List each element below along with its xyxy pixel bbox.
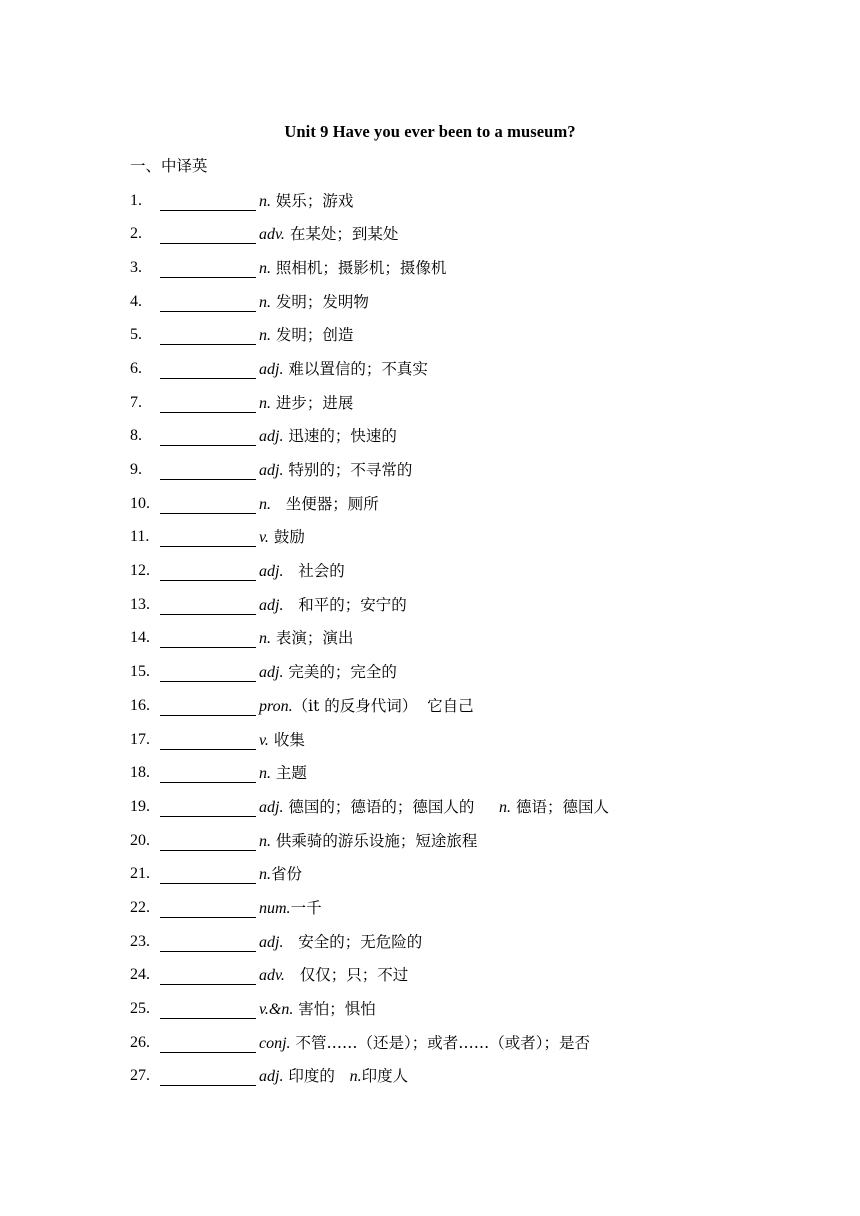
list-item <box>0 324 860 358</box>
list-item <box>0 931 860 965</box>
item-definition <box>259 190 353 213</box>
chinese-gloss: 一千 <box>290 898 322 917</box>
item-definition <box>259 291 369 314</box>
part-of-speech: n. <box>259 293 271 311</box>
item-definition <box>259 526 305 549</box>
part-of-speech: adj. <box>259 596 284 614</box>
chinese-gloss: 德国的；德语的；德国人的 <box>283 797 500 816</box>
list-item <box>0 560 860 594</box>
list-item <box>0 459 860 493</box>
chinese-gloss: 主题 <box>271 764 307 783</box>
part-of-speech: v. <box>259 731 269 749</box>
list-item <box>0 729 860 763</box>
chinese-gloss: 在某处；到某处 <box>284 225 399 244</box>
chinese-gloss: 印度的 <box>283 1067 350 1086</box>
answer-blank[interactable] <box>160 782 256 783</box>
part-of-speech: adv. <box>259 967 285 985</box>
answer-blank[interactable] <box>160 580 256 581</box>
item-definition <box>259 594 407 617</box>
answer-blank[interactable] <box>160 850 256 851</box>
item-definition <box>259 695 474 718</box>
part-of-speech: adj. <box>259 428 284 446</box>
part-of-speech: n. <box>259 630 271 648</box>
item-definition <box>259 897 322 920</box>
chinese-gloss: 发明；发明物 <box>271 292 369 311</box>
item-number: 10. <box>130 494 150 512</box>
answer-blank[interactable] <box>160 1018 256 1019</box>
chinese-gloss: （it 的反身代词） 它自己 <box>292 696 474 715</box>
item-number: 8. <box>130 427 142 445</box>
item-definition <box>259 796 609 819</box>
item-definition <box>259 729 305 752</box>
answer-blank[interactable] <box>160 513 256 514</box>
part-of-speech: n. <box>259 866 271 884</box>
item-number: 6. <box>130 359 142 377</box>
chinese-gloss: 进步；进展 <box>271 393 354 412</box>
item-number: 1. <box>130 191 142 209</box>
part-of-speech: conj. <box>259 1034 291 1052</box>
part-of-speech: adj. <box>259 933 284 951</box>
chinese-gloss: 收集 <box>268 730 305 749</box>
item-definition <box>259 762 307 785</box>
list-item <box>0 291 860 325</box>
answer-blank[interactable] <box>160 243 256 244</box>
answer-blank[interactable] <box>160 647 256 648</box>
list-item <box>0 526 860 560</box>
item-number: 2. <box>130 225 142 243</box>
part-of-speech: pron. <box>259 697 293 715</box>
answer-blank[interactable] <box>160 378 256 379</box>
list-item <box>0 594 860 628</box>
item-definition <box>259 931 422 954</box>
answer-blank[interactable] <box>160 749 256 750</box>
item-definition <box>259 661 397 684</box>
item-number: 16. <box>130 696 150 714</box>
answer-blank[interactable] <box>160 412 256 413</box>
list-item <box>0 830 860 864</box>
list-item <box>0 695 860 729</box>
item-definition <box>259 964 408 987</box>
part-of-speech: adj. <box>259 798 284 816</box>
list-item <box>0 1065 860 1099</box>
part-of-speech: n. <box>259 259 271 277</box>
chinese-gloss: 娱乐；游戏 <box>271 191 354 210</box>
item-number: 15. <box>130 663 150 681</box>
item-definition <box>259 627 353 650</box>
item-number: 19. <box>130 797 150 815</box>
chinese-gloss: 迅速的；快速的 <box>283 427 397 446</box>
part-of-speech: n. <box>259 495 271 513</box>
list-item <box>0 627 860 661</box>
list-item <box>0 392 860 426</box>
answer-blank[interactable] <box>160 210 256 211</box>
item-number: 21. <box>130 865 150 883</box>
list-item <box>0 964 860 998</box>
list-item <box>0 661 860 695</box>
answer-blank[interactable] <box>160 951 256 952</box>
item-number: 13. <box>130 595 150 613</box>
item-definition <box>259 1065 408 1088</box>
chinese-gloss-secondary: 德语；德国人 <box>511 797 609 816</box>
part-of-speech: n. <box>259 832 271 850</box>
chinese-gloss: 省份 <box>271 865 303 884</box>
item-definition <box>259 324 353 347</box>
part-of-speech: adj. <box>259 360 284 378</box>
part-of-speech: n. <box>259 394 271 412</box>
answer-blank[interactable] <box>160 816 256 817</box>
chinese-gloss: 坐便器；厕所 <box>271 494 379 513</box>
part-of-speech: n. <box>259 192 271 210</box>
chinese-gloss: 社会的 <box>283 562 345 581</box>
part-of-speech: adv. <box>259 226 285 244</box>
item-definition <box>259 358 428 381</box>
part-of-speech: num. <box>259 899 291 917</box>
list-item <box>0 358 860 392</box>
answer-blank[interactable] <box>160 546 256 547</box>
item-definition <box>259 998 376 1021</box>
item-number: 23. <box>130 932 150 950</box>
item-definition <box>259 560 345 583</box>
part-of-speech: n. <box>259 765 271 783</box>
answer-blank[interactable] <box>160 344 256 345</box>
chinese-gloss: 特别的；不寻常的 <box>283 461 413 479</box>
chinese-gloss: 照相机；摄影机；摄像机 <box>271 258 447 277</box>
vocab-list <box>0 190 860 1100</box>
item-number: 20. <box>130 831 150 849</box>
item-definition <box>259 830 477 853</box>
answer-blank[interactable] <box>160 984 256 985</box>
list-item <box>0 998 860 1032</box>
chinese-gloss-secondary: 印度人 <box>361 1067 409 1086</box>
item-definition <box>259 863 302 886</box>
item-number: 3. <box>130 258 142 276</box>
list-item <box>0 897 860 931</box>
answer-blank[interactable] <box>160 681 256 682</box>
item-definition <box>259 257 446 280</box>
chinese-gloss: 发明；创造 <box>271 326 354 345</box>
answer-blank[interactable] <box>160 614 256 615</box>
part-of-speech-secondary: n. <box>499 798 512 816</box>
item-number: 26. <box>130 1033 150 1051</box>
item-number: 7. <box>130 393 142 411</box>
part-of-speech: adj. <box>259 1068 284 1086</box>
chinese-gloss: 表演；演出 <box>271 629 354 648</box>
answer-blank[interactable] <box>160 311 256 312</box>
item-definition <box>259 493 379 516</box>
item-number: 5. <box>130 326 142 344</box>
item-number: 24. <box>130 966 150 984</box>
chinese-gloss: 不管……（还是）；或者……（或者）；是否 <box>290 1033 590 1052</box>
part-of-speech-secondary: n. <box>349 1068 362 1086</box>
item-definition <box>259 459 412 482</box>
section-heading: 一、中译英 <box>130 157 208 175</box>
list-item <box>0 190 860 224</box>
list-item <box>0 223 860 257</box>
list-item <box>0 425 860 459</box>
list-item <box>0 762 860 796</box>
part-of-speech: n. <box>259 327 271 345</box>
answer-blank[interactable] <box>160 277 256 278</box>
part-of-speech: adj. <box>259 664 284 682</box>
item-number: 12. <box>130 562 150 580</box>
answer-blank[interactable] <box>160 883 256 884</box>
chinese-gloss: 害怕；惧怕 <box>293 1000 376 1018</box>
item-number: 17. <box>130 730 150 748</box>
part-of-speech: adj. <box>259 462 284 479</box>
list-item <box>0 796 860 830</box>
chinese-gloss: 和平的；安宁的 <box>283 595 407 614</box>
chinese-gloss: 安全的；无危险的 <box>283 932 423 951</box>
list-item <box>0 1032 860 1066</box>
item-number: 25. <box>130 1000 150 1017</box>
answer-blank[interactable] <box>160 917 256 918</box>
item-number: 27. <box>130 1067 150 1085</box>
item-definition <box>259 425 397 448</box>
item-number: 4. <box>130 292 142 310</box>
list-item <box>0 493 860 527</box>
answer-blank[interactable] <box>160 479 256 480</box>
answer-blank[interactable] <box>160 1085 256 1086</box>
part-of-speech: v. <box>259 529 269 547</box>
list-item <box>0 257 860 291</box>
chinese-gloss: 鼓励 <box>268 528 305 547</box>
item-number: 9. <box>130 461 142 478</box>
item-definition <box>259 392 353 415</box>
item-definition <box>259 1032 590 1055</box>
part-of-speech: v.&n. <box>259 1001 294 1018</box>
item-number: 11. <box>130 528 150 546</box>
item-number: 14. <box>130 629 150 647</box>
item-definition <box>259 223 398 246</box>
item-number: 22. <box>130 898 150 916</box>
part-of-speech: adj. <box>259 563 284 581</box>
list-item <box>0 863 860 897</box>
chinese-gloss: 供乘骑的游乐设施；短途旅程 <box>271 831 478 850</box>
answer-blank[interactable] <box>160 715 256 716</box>
item-number: 18. <box>130 764 150 782</box>
answer-blank[interactable] <box>160 1052 256 1053</box>
answer-blank[interactable] <box>160 445 256 446</box>
chinese-gloss: 仅仅；只；不过 <box>284 966 409 985</box>
page-title: Unit 9 Have you ever been to a museum? <box>284 122 576 141</box>
chinese-gloss: 难以置信的；不真实 <box>283 359 428 378</box>
chinese-gloss: 完美的；完全的 <box>283 663 397 682</box>
